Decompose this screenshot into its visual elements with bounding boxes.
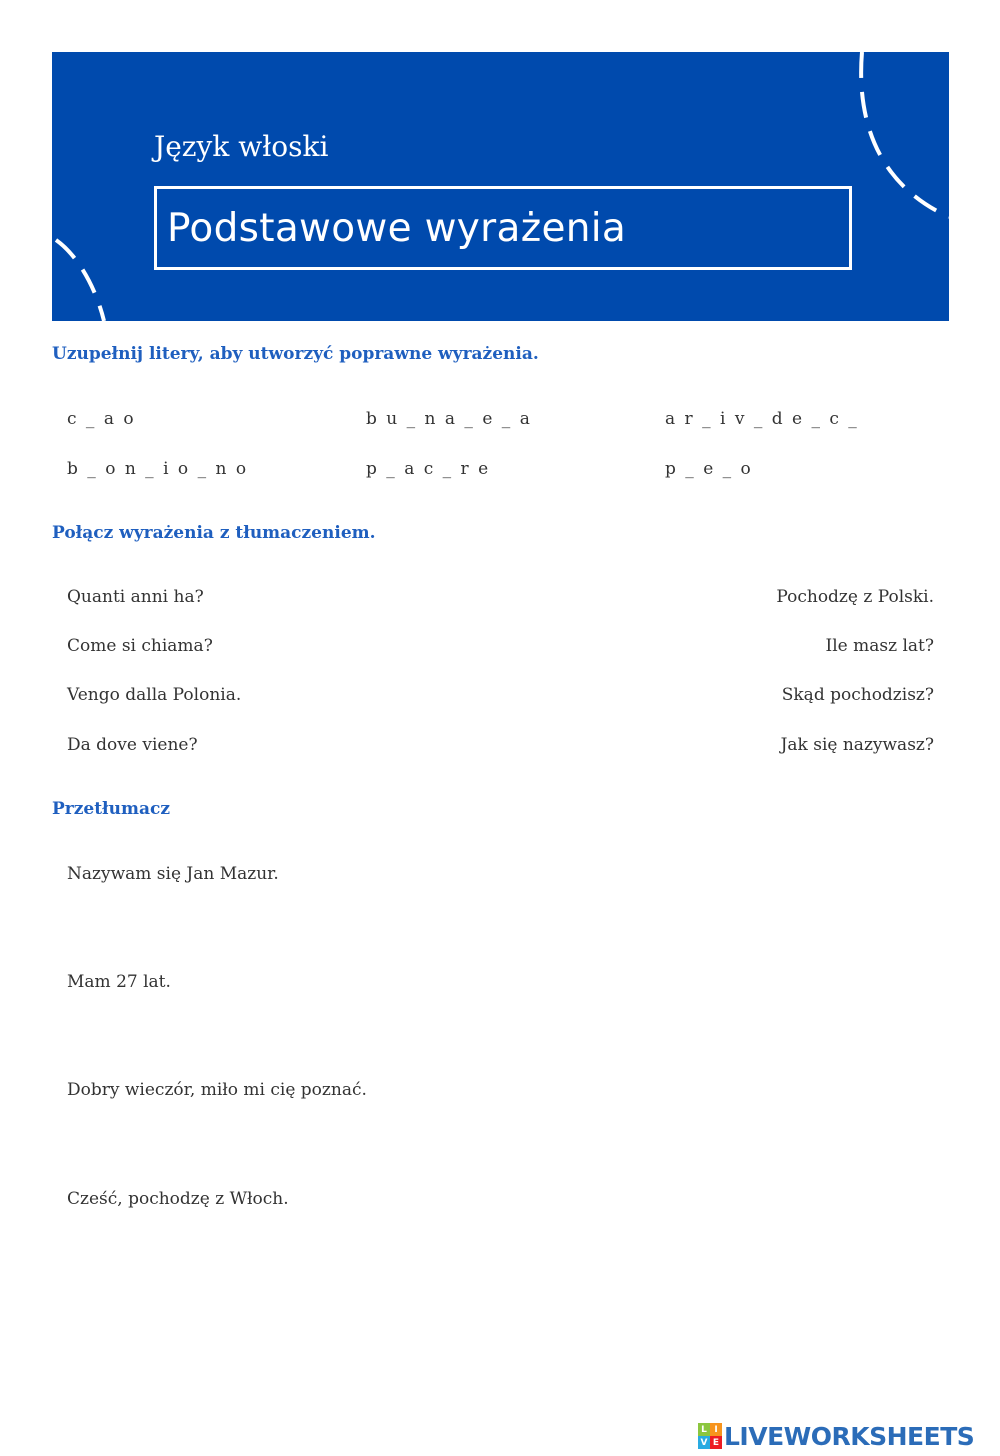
match-left-item[interactable]: Quanti anni ha? xyxy=(67,587,204,607)
page-title: Podstawowe wyrażenia xyxy=(167,205,627,251)
match-left-item[interactable]: Vengo dalla Polonia. xyxy=(67,685,242,705)
logo-text: LIVEWORKSHEETS xyxy=(724,1421,975,1451)
match-left-item[interactable]: Da dove viene? xyxy=(67,735,198,755)
translate-item: Mam 27 lat. xyxy=(67,972,171,992)
logo-mark-letter: E xyxy=(710,1436,722,1449)
logo-mark-letter: V xyxy=(698,1436,710,1449)
liveworksheets-logo[interactable] xyxy=(698,1422,974,1450)
header-banner xyxy=(52,52,949,321)
logo-mark-letter: I xyxy=(710,1423,722,1436)
logo-mark-icon xyxy=(698,1423,722,1449)
title-frame xyxy=(154,186,852,270)
match-right-item[interactable]: Ile masz lat? xyxy=(825,636,934,656)
page-subtitle: Język włoski xyxy=(154,130,329,163)
translate-item: Cześć, pochodzę z Włoch. xyxy=(67,1189,289,1209)
translate-item: Nazywam się Jan Mazur. xyxy=(67,864,279,884)
section-heading-translate: Przetłumacz xyxy=(52,799,170,819)
fill-letters-item: p _ a c _ r e xyxy=(366,459,491,479)
section-heading-fill-letters: Uzupełnij litery, aby utworzyć poprawne wyrażenia. xyxy=(52,344,539,364)
section-heading-match: Połącz wyrażenia z tłumaczeniem. xyxy=(52,523,376,543)
logo-mark-letter: L xyxy=(698,1423,710,1436)
match-right-item[interactable]: Pochodzę z Polski. xyxy=(776,587,934,607)
match-left-item[interactable]: Come si chiama? xyxy=(67,636,213,656)
translate-item: Dobry wieczór, miło mi cię poznać. xyxy=(67,1080,367,1100)
match-right-item[interactable]: Jak się nazywasz? xyxy=(780,735,934,755)
fill-letters-item: p _ e _ o xyxy=(665,459,753,479)
fill-letters-item: b _ o n _ i o _ n o xyxy=(67,459,249,479)
match-right-item[interactable]: Skąd pochodzisz? xyxy=(781,685,934,705)
fill-letters-item: b u _ n a _ e _ a xyxy=(366,409,532,429)
fill-letters-item: c _ a o xyxy=(67,409,136,429)
fill-letters-item: a r _ i v _ d e _ c _ xyxy=(665,409,859,429)
